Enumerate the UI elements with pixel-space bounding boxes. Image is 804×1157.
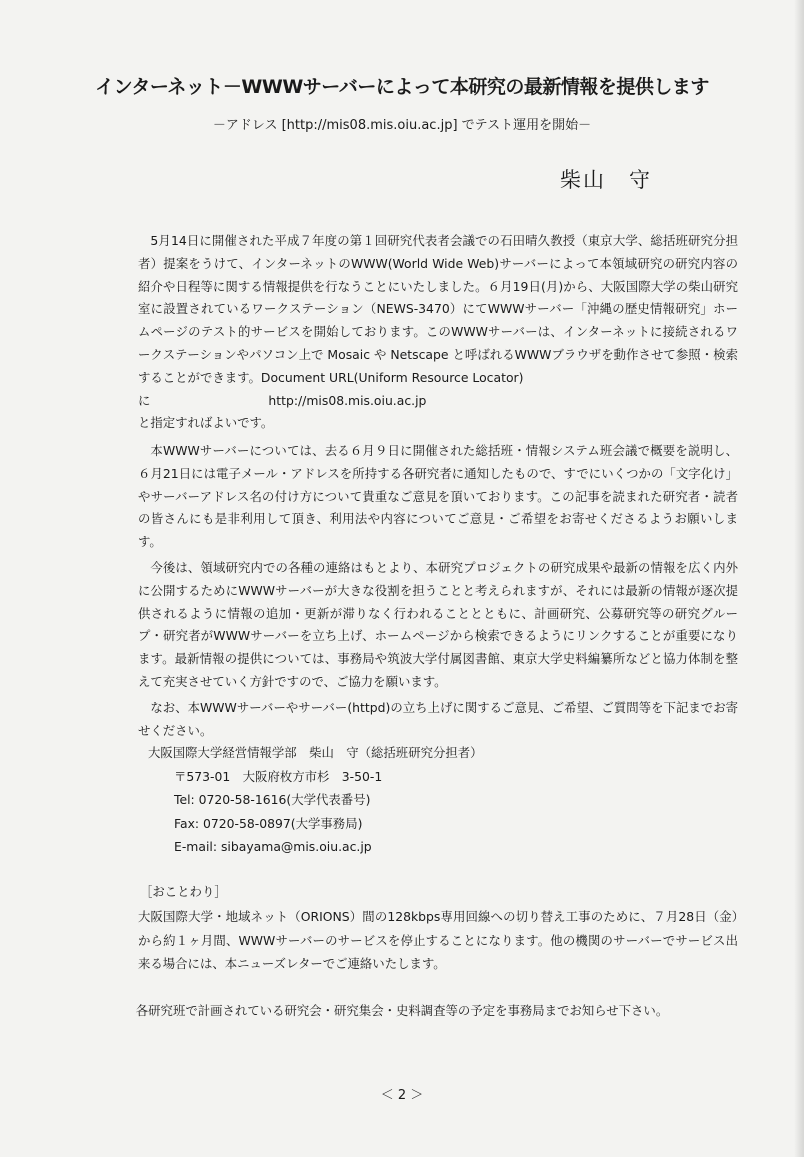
page-number: ＜ 2 ＞ bbox=[380, 1088, 424, 1103]
address-postal: 〒573-01 大阪府枚方市杉 3-50-1 bbox=[174, 768, 383, 784]
address-email: E-mail: sibayama@mis.oiu.ac.jp bbox=[174, 839, 372, 854]
address-affiliation: 大阪国際大学経営情報学部 柴山 守（総括班研究分担者） bbox=[148, 745, 483, 760]
notice-heading: ［おことわり］ bbox=[140, 884, 227, 899]
url-prefix: に bbox=[138, 392, 151, 408]
author-name: 柴山 守 bbox=[560, 168, 652, 192]
notice-text: 大阪国際大学・地域ネット（ORIONS）間の128kbps専用回線への切り替え工事のために、７月28日（金）から約１ヶ月間、WWWサーバーのサービスを停止することになります。他の機関のサーバーでサービス出来る場合には、本ニューズレターでご連絡いたします。 bbox=[138, 909, 738, 971]
paragraph-1-text: 5月14日に開催された平成７年度の第１回研究代表者会議での石田晴久教授（東京大学、総括班研究分担者）提案をうけて、インターネットのWWW(World Wide Web)サーバーによって本領域研究の研究内容の紹介や日程等に関する情報提供を行なうことにいたしました。６月19日(月)から、大阪国際大学の柴山研究室に設置されているワークステーション（NEWS-3470）にてWWWサーバー「沖縄の歴史情報研究」ホームページのテスト的サービスを開始しております。このWWWサーバーは、インターネットに接続されるワークステーションやパソコン上で Mosaic や Netscape と呼ばれるWWWブラウザを動作させて参照・検索することができます。Document URL(Uniform Resource Locator) bbox=[138, 233, 738, 385]
paragraph-1-end: と指定すればよいです。 bbox=[138, 415, 274, 431]
paragraph-2: 本WWWサーバーについては、去る６月９日に開催された総括班・情報システム班会議で概要を説明し、６月21日には電子メール・アドレスを所持する各研究者に通知したもので、すでにいくつかの「文字化け」やサーバーアドレス名の付け方について貴重なご意見を頂いております。この記事を読まれた研究者・読者の皆さんにも是非利用して頂き、利用法や内容についてご意見・ご希望をお寄せくださるようお願いします。 bbox=[138, 443, 738, 550]
server-url: http://mis08.mis.oiu.ac.jp bbox=[268, 392, 427, 408]
paragraph-1 bbox=[138, 230, 738, 435]
article-subtitle: －アドレス [http://mis08.mis.oiu.ac.jp] でテスト運用を開始－ bbox=[212, 118, 592, 133]
page-edge-shadow bbox=[794, 0, 804, 1157]
url-line bbox=[138, 390, 738, 413]
address-tel: Tel: 0720-58-1616(大学代表番号) bbox=[174, 792, 371, 807]
contact-address bbox=[148, 741, 483, 859]
request-note: 各研究班で計画されている研究会・研究集会・史料調査等の予定を事務局までお知らせ下さい。 bbox=[135, 1003, 669, 1018]
article-title: インターネット－WWWサーバーによって本研究の最新情報を提供します bbox=[95, 76, 709, 98]
address-fax: Fax: 0720-58-0897(大学事務局) bbox=[174, 815, 363, 831]
paragraph-4: なお、本WWWサーバーやサーバー(httpd)の立ち上げに関するご意見、ご希望、ご質問等を下記までお寄せください。 bbox=[138, 700, 738, 738]
paragraph-3: 今後は、領域研究内での各種の連絡はもとより、本研究プロジェクトの研究成果や最新の情報を広く内外に公開するためにWWWサーバーが大きな役割を担うことと考えられますが、それには最新の情報が逐次提供されるように情報の追加・更新が滞りなく行われることとともに、計画研究、公募研究等の研究グループ・研究者がWWWサーバーを立ち上げ、ホームページから検索できるようにリンクすることが重要になります。最新情報の提供については、事務局や筑波大学付属図書館、東京大学史料編纂所などと協力体制を整えて充実させていく方針ですので、ご協力を願います。 bbox=[138, 560, 738, 689]
